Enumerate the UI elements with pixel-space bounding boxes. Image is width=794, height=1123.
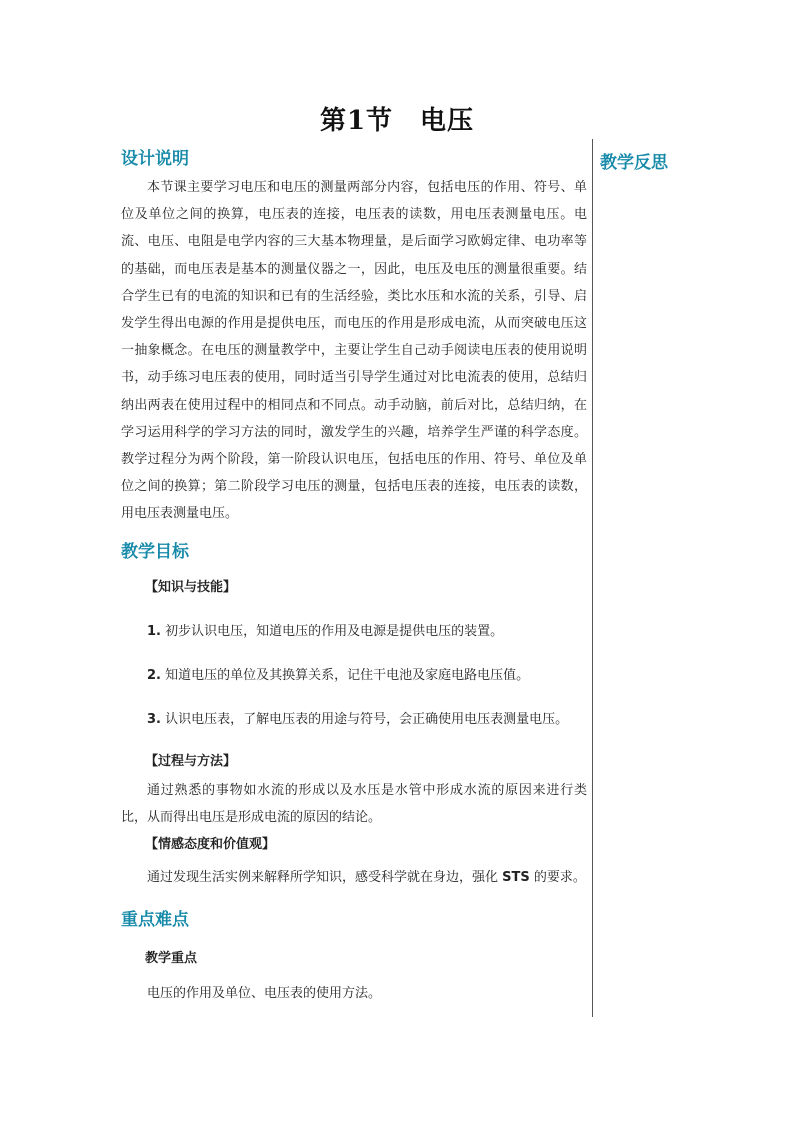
process-label: 【过程与方法】 (145, 753, 237, 769)
knowledge-label: 【知识与技能】 (145, 579, 237, 595)
key-points-heading: 重点难点 (121, 910, 189, 931)
design-heading: 设计说明 (121, 149, 189, 169)
goal-item: 1. 初步认识电压，知道电压的作用及电源是提供电压的装置。 (147, 623, 504, 639)
goal-item: 2. 知道电压的单位及其换算关系，记住干电池及家庭电路电压值。 (147, 667, 530, 683)
page-title: 第1节 电压 (319, 106, 475, 136)
emotion-text: 通过发现生活实例来解释所学知识，感受科学就在身边，强化 STS 的要求。 (147, 870, 586, 886)
process-text: 通过熟悉的事物如水流的形成以及水压是水管中形成水流的原因来进行类比，从而得出电压是形成电流的原因的结论。 (121, 782, 587, 825)
key-label: 教学重点 (145, 951, 198, 967)
column-divider (592, 139, 593, 1017)
goal-item: 3. 认识电压表，了解电压表的用途与符号，会正确使用电压表测量电压。 (147, 711, 569, 727)
goals-heading: 教学目标 (121, 541, 189, 562)
emotion-label: 【情感态度和价值观】 (145, 837, 276, 853)
main-column (121, 148, 587, 1001)
key-text: 电压的作用及单位、电压表的使用方法。 (147, 986, 382, 1002)
design-paragraph: 本节课主要学习电压和电压的测量两部分内容，包括电压的作用、符号、单位及单位之间的换算，电压表的连接，电压表的读数，用电压表测量电压。电流、电压、电阻是电学内容的三大基本物理量，是后面学习欧姆定律、电功率等的基础，而电压表是基本的测量仪器之一，因此，电压及电压的测量很重要。结合学生已有的电流的知识和已有的生活经验，类比水压和水流的关系，引导、启发学生得出电源的作用是提供电压，而电压的作用是形成电流，从而突破电压这一抽象概念。在电压的测量教学中，主要让学生自己动手阅读电压表的使用说明书，动手练习电压表的使用，同时适当引导学生通过对比电流表的使用，总结归纳出两表在使用过程中的相同点和不同点。动手动脑，前后对比，总结归纳，在学习运用科学的学习方法的同时，激发学生的兴趣，培养学生严谨的科学态度。教学过程分为两个阶段，第一阶段认识电压，包括电压的作用、符号、单位及单位之间的换算；第二阶段学习电压的测量，包括电压表的连接，电压表的读数，用电压表测量电压。 (121, 180, 587, 522)
reflection-heading: 教学反思 (600, 153, 668, 173)
